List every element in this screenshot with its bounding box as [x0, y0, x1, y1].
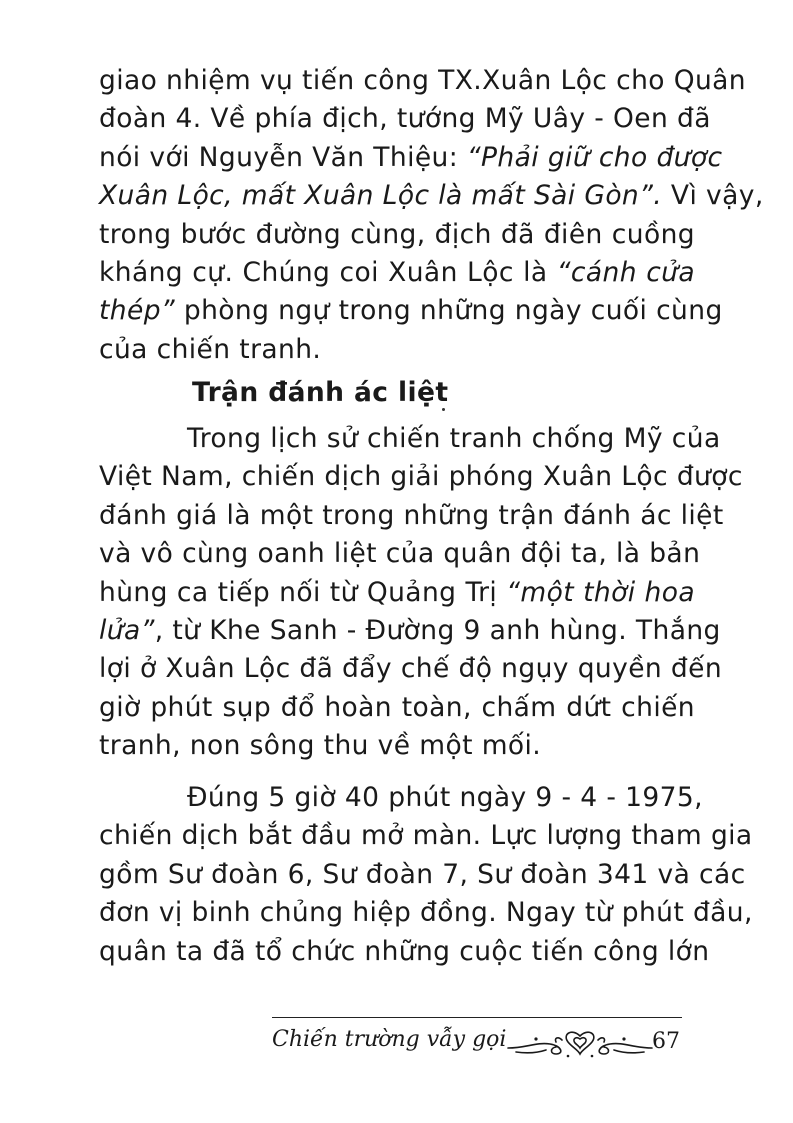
text-line: đoàn 4. Về phía địch, tướng Mỹ Uây - Oen đã [99, 103, 711, 135]
text-line: Việt Nam, chiến dịch giải phóng Xuân Lộc được [99, 461, 743, 493]
text-line: Xuân Lộc, mất Xuân Lộc là mất Sài Gòn”. Vì vậy, [99, 180, 764, 212]
quote-text: thép” [99, 295, 176, 327]
quote-text: “một thời hoa [506, 576, 695, 608]
paragraph-2 [99, 420, 743, 766]
text-line: giao nhiệm vụ tiến công TX.Xuân Lộc cho Quân [99, 65, 746, 96]
text-line: giờ phút sụp đổ hoàn toàn, chấm dứt chiến [99, 691, 695, 723]
page-footer [272, 1022, 692, 1068]
text-line: chiến dịch bắt đầu mở màn. Lực lượng tham gia [99, 820, 753, 852]
text-line: quân ta đã tổ chức những cuộc tiến công lớn [99, 935, 710, 967]
text-line: Trong lịch sử chiến tranh chống Mỹ của [187, 423, 721, 454]
text-line: đơn vị binh chủng hiệp đồng. Ngay từ phút đầu, [99, 897, 753, 929]
section-heading: Trận đánh ác liệt [192, 377, 449, 408]
paragraph-1 [99, 62, 764, 369]
text-line: đánh giá là một trong những trận đánh ác liệt [99, 499, 724, 531]
text-line: nói với Nguyễn Văn Thiệu: “Phải giữ cho được [99, 141, 723, 173]
text-line: Đúng 5 giờ 40 phút ngày 9 - 4 - 1975, [187, 782, 704, 813]
quote-text: “cánh cửa [556, 256, 695, 288]
text-line: gồm Sư đoàn 6, Sư đoàn 7, Sư đoàn 341 và các [99, 858, 746, 890]
running-title: Chiến trường vẫy gọi [272, 1027, 507, 1052]
text-line: và vô cùng oanh liệt của quân đội ta, là bản [99, 538, 701, 570]
text-line: kháng cự. Chúng coi Xuân Lộc là “cánh cửa [99, 256, 695, 288]
section-heading-block [99, 374, 695, 412]
text-line: lợi ở Xuân Lộc đã đẩy chế độ ngụy quyền đến [99, 653, 723, 685]
quote-text: “Phải giữ cho được [466, 141, 723, 173]
text-line: trong bước đường cùng, địch đã điên cuồng [99, 218, 695, 250]
page-number: 67 [652, 1029, 680, 1054]
stray-dot [442, 408, 445, 411]
text-line: tranh, non sông thu về một mối. [99, 730, 542, 762]
quote-text: lửa” [99, 614, 155, 646]
floral-ornament-icon [506, 1028, 654, 1060]
quote-text: Xuân Lộc, mất Xuân Lộc là mất Sài Gòn”. [99, 180, 663, 212]
text-line: của chiến tranh. [99, 333, 322, 365]
paragraph-3 [99, 779, 753, 971]
text-line: thép” phòng ngự trong những ngày cuối cùng [99, 295, 723, 327]
footer-divider [272, 1017, 682, 1018]
text-line: hùng ca tiếp nối từ Quảng Trị “một thời hoa [99, 576, 695, 608]
text-line: lửa”, từ Khe Sanh - Đường 9 anh hùng. Thắng [99, 614, 721, 646]
